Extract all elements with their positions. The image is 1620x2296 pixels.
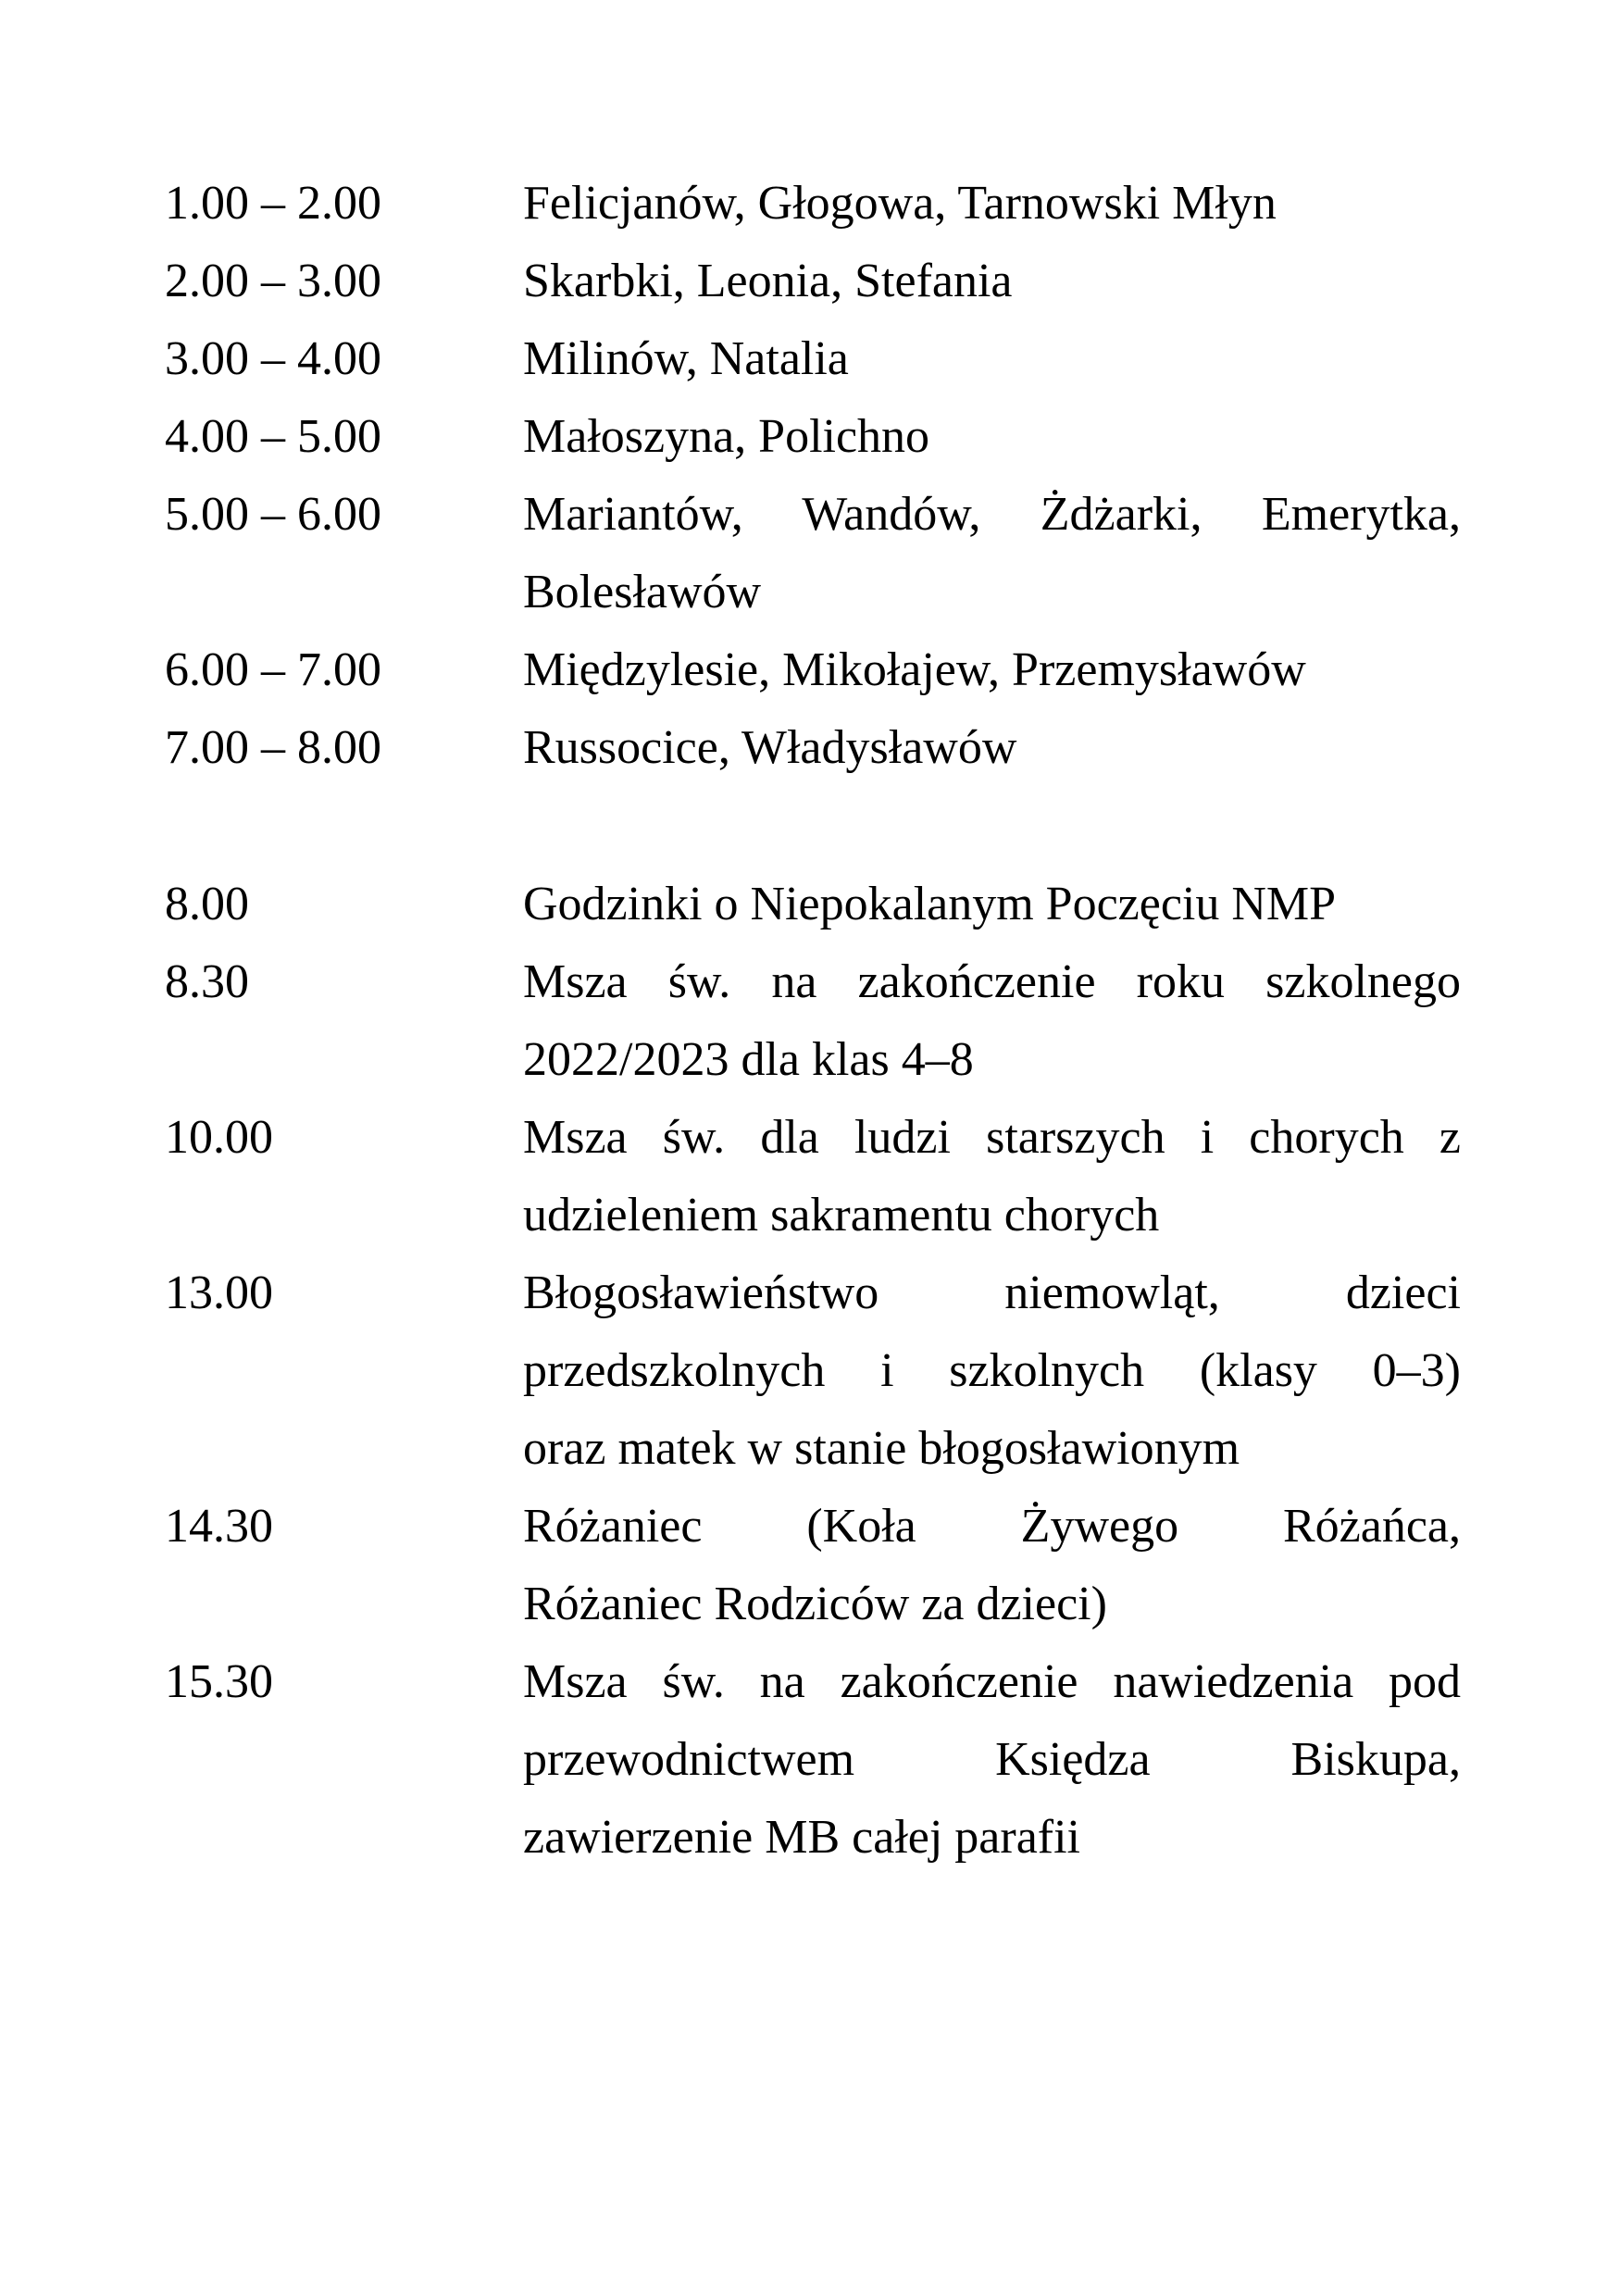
- schedule-row: [165, 943, 1461, 1099]
- description: [523, 1488, 1461, 1643]
- description-line: Russocice, Władysławów: [523, 721, 1017, 774]
- description: [523, 866, 1461, 943]
- time-slot: 8.00: [165, 878, 249, 930]
- description: [523, 165, 1461, 243]
- schedule-row: [165, 476, 1461, 631]
- section-spacer: [165, 787, 1461, 866]
- description: [523, 943, 1461, 1099]
- description-line: Błogosławieństwo niemowląt, dzieci: [523, 1267, 1461, 1319]
- description: [523, 476, 1461, 631]
- description: [523, 709, 1461, 787]
- schedule-row: [165, 1254, 1461, 1488]
- time-slot: 2.00 – 3.00: [165, 255, 381, 307]
- time-slot: 7.00 – 8.00: [165, 721, 381, 774]
- schedule-row: [165, 320, 1461, 398]
- description: [523, 398, 1461, 476]
- time-slot: 14.30: [165, 1500, 273, 1553]
- description-line: Mariantów, Wandów, Żdżarki, Emerytka,: [523, 488, 1461, 541]
- description: [523, 243, 1461, 320]
- time-slot: 13.00: [165, 1267, 273, 1319]
- description-line: Różaniec (Koła Żywego Różańca,: [523, 1500, 1461, 1553]
- description-line: 2022/2023 dla klas 4–8: [523, 1033, 974, 1086]
- description-line: udzieleniem sakramentu chorych: [523, 1189, 1160, 1242]
- description-line: Msza św. na zakończenie roku szkolnego: [523, 955, 1461, 1008]
- description-line: Felicjanów, Głogowa, Tarnowski Młyn: [523, 177, 1277, 230]
- description: [523, 1254, 1461, 1488]
- description-line: Msza św. dla ludzi starszych i chorych z: [523, 1111, 1461, 1164]
- description: [523, 1643, 1461, 1877]
- description-line: Małoszyna, Polichno: [523, 410, 930, 463]
- schedule-row: [165, 398, 1461, 476]
- description-line: przewodnictwem Księdza Biskupa,: [523, 1733, 1461, 1786]
- schedule-row: [165, 243, 1461, 320]
- description-line: Bolesławów: [523, 566, 762, 618]
- schedule-row: [165, 165, 1461, 243]
- time-slot: 8.30: [165, 955, 249, 1008]
- time-slot: 4.00 – 5.00: [165, 410, 381, 463]
- schedule: [165, 165, 1461, 1877]
- schedule-row: [165, 1099, 1461, 1254]
- description-line: Skarbki, Leonia, Stefania: [523, 255, 1013, 307]
- description-line: Milinów, Natalia: [523, 332, 849, 385]
- time-slot: 15.30: [165, 1655, 273, 1708]
- description-line: Różaniec Rodziców za dzieci): [523, 1578, 1107, 1630]
- time-slot: 3.00 – 4.00: [165, 332, 381, 385]
- schedule-row: [165, 709, 1461, 787]
- description-line: Godzinki o Niepokalanym Poczęciu NMP: [523, 878, 1337, 930]
- description: [523, 631, 1461, 709]
- description-line: Msza św. na zakończenie nawiedzenia pod: [523, 1655, 1461, 1708]
- schedule-row: [165, 1488, 1461, 1643]
- description: [523, 320, 1461, 398]
- schedule-row: [165, 866, 1461, 943]
- time-slot: 6.00 – 7.00: [165, 643, 381, 696]
- description-line: oraz matek w stanie błogosławionym: [523, 1422, 1240, 1475]
- schedule-row: [165, 1643, 1461, 1877]
- schedule-row: [165, 631, 1461, 709]
- description-line: zawierzenie MB całej parafii: [523, 1811, 1080, 1864]
- time-slot: 5.00 – 6.00: [165, 488, 381, 541]
- time-slot: 10.00: [165, 1111, 273, 1164]
- description-line: przedszkolnych i szkolnych (klasy 0–3): [523, 1344, 1461, 1397]
- time-slot: 1.00 – 2.00: [165, 177, 381, 230]
- description-line: Międzylesie, Mikołajew, Przemysławów: [523, 643, 1306, 696]
- description: [523, 1099, 1461, 1254]
